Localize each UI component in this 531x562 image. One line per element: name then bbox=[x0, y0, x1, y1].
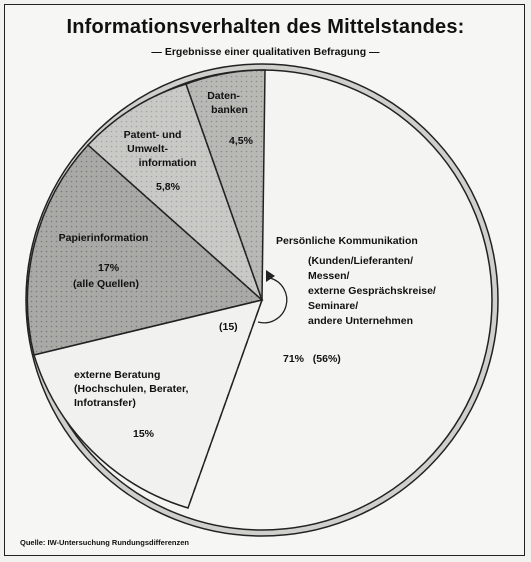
chart-subtitle: — Ergebnisse einer qualitativen Befragung — bbox=[151, 46, 380, 58]
label-persoenlich: Persönliche Kommunikation bbox=[276, 235, 418, 247]
label-persoenlich-detail: (Kunden/Lieferanten/ Messen/ externe Gesprächskreise/ Seminare/ andere Unternehmen bbox=[308, 255, 436, 327]
label-inner-note: (15) bbox=[219, 321, 238, 333]
label-papierinformation: Papierinformation 17% (alle Quellen) bbox=[58, 232, 149, 290]
label-patent-umweltinformation: Patent- und Umwelt- information 5,8% bbox=[123, 129, 197, 193]
label-externe-beratung: externe Beratung (Hochschulen, Berater, Infotransfer) bbox=[74, 369, 189, 409]
source-note: Quelle: IW-Untersuchung Rundungsdifferenzen bbox=[20, 538, 190, 547]
value-externe-beratung: 15% bbox=[133, 428, 155, 440]
label-datenbanken: Daten- banken 4,5% bbox=[207, 90, 253, 147]
chart-title: Informationsverhalten des Mittelstandes: bbox=[66, 16, 465, 38]
value-persoenlich: 71% (56%) bbox=[283, 353, 341, 365]
